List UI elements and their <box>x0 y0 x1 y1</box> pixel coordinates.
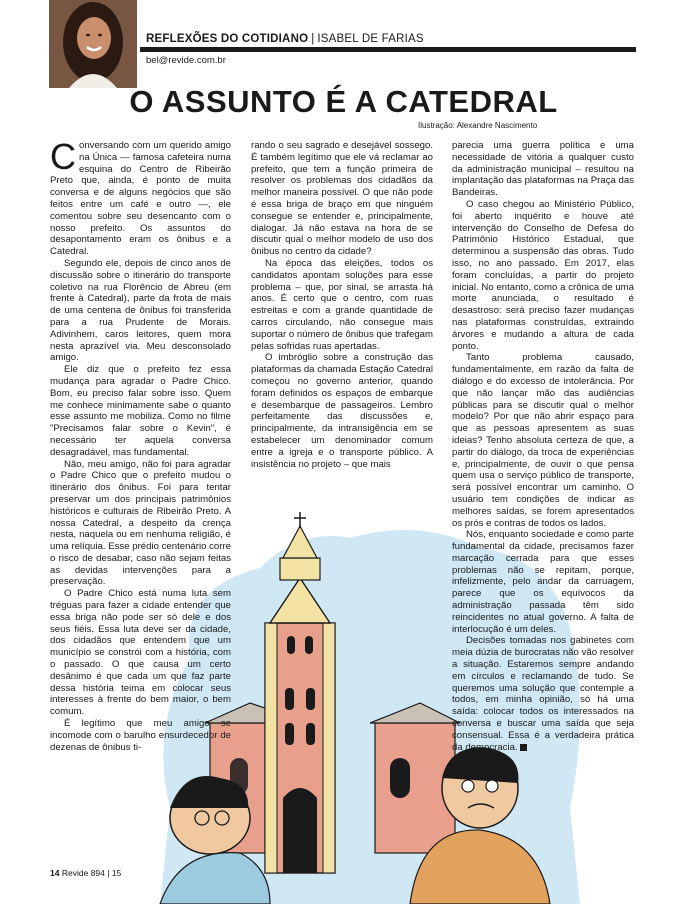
paragraph: onversando com um querido amigo na Única — famosa cafeteira numa esquina do Centro de Ribeirão Preto que, ainda, é ponto de muita conversa e de alguns negócios que são feitos entre um café e outro —, ele comentou sobre seu desencanto com o nosso prefeito. Os assuntos do desapontamento eram os ônibus e a Catedral. <box>50 140 231 258</box>
author-email[interactable]: bel@revide.com.br <box>146 55 226 66</box>
illustration-credit: Ilustração: Alexandre Nascimento <box>418 121 538 130</box>
paragraph: Tanto problema causado, fundamentalmente, em razão da falta de diálogo e do excesso de intolerância. Por que não lançar mão das audiências públicas para se discutir qual o melhor modelo? Por que não abrir espaço para que as pessoas apresentem as suas ideias? Tenho absoluta certeza de que, a partir do diálogo, da troca de experiências e, principalmente, de ouvir o que pensa quem usa o serviço público de transporte, será possível encontrar um caminho. O usuário tem condições de indicar as melhores saídas, se forem apresentados os prós e contras de todos os lados. <box>452 352 634 529</box>
article-column-3 <box>452 140 634 753</box>
paragraph: Nós, enquanto sociedade e como parte fundamental da cidade, precisamos fazer marcação cerrada para que esses problemas não se repitam, porque, infelizmente, pelo andar da carruagem, parece que os equívocos da administração passada têm sido reincidentes no atual governo. A falta de interlocução é um deles. <box>452 529 634 635</box>
author-photo <box>49 0 137 88</box>
paragraph: rando o seu sagrado e desejável sossego. É também legítimo que ele vá reclamar ao prefeito, que tem a função primeira de resolver os problemas dos cidadãos da melhor maneira possível. O que não pode é essa briga de braço em que ninguém consegue se entender e, principalmente, dialogar. Já não estava na hora de se discutir qual o melhor modelo de uso dos ônibus no centro da cidade? <box>251 140 433 258</box>
author-name: ISABEL DE FARIAS <box>317 33 424 45</box>
section-title: REFLEXÕES DO COTIDIANO <box>146 33 309 45</box>
paragraph: O imbróglio sobre a construção das plataformas da chamada Estação Catedral começou no governo anterior, quando foram definidos os espaços de embarque e desembarque de passageiros. Lembro perfeitamente das discussões e, principalmente, da intransigência em se estabelecer um denominador comum entre a igreja e o transporte público. A insistência no projeto – que mais <box>251 352 433 470</box>
paragraph: O Padre Chico está numa luta sem tréguas para fazer a cidade entender que essa briga não pode ser só dele e dos seus fiéis. Essa luta deve ser da cidade, dos cidadãos que entendem que um município se constrói com a história, com o passado. O que causa um certo desânimo é que cada um que faz parte dessa história teima em colocar seus interesses à frente do bem maior, o bem comum. <box>50 588 231 718</box>
paragraph-text: Decisões tomadas nos gabinetes com meia dúzia de burocratas não vão resolver a situação. Estaremos sempre andando em círculos e reclamando de tudo. Se queremos uma solução que contemple a todos, em minha opinião, só há uma saída: colocar todos os interessados na conversa e buscar uma saída que seja consensual. Essa é a verdadeira prática da democracia. <box>452 635 634 753</box>
article-title: O ASSUNTO É A CATEDRAL <box>129 84 558 119</box>
drop-cap: C <box>50 136 76 177</box>
section-header <box>146 33 424 45</box>
paragraph: Na época das eleições, todos os candidatos apontam soluções para esse problema – que, por sinal, se arrasta há anos. É certo que o centro, com ruas estreitas e com a grande quantidade de carros circulando, não consegue mais suportar o número de ônibus que trafegam pelas sofridas ruas apertadas. <box>251 257 433 352</box>
magazine-name: Revide 894 <box>61 868 105 878</box>
paragraph: É legítimo que meu amigo se incomode com o barulho ensurdecedor de dezenas de ônibus ti- <box>50 718 231 753</box>
page-number: 14 <box>50 868 60 878</box>
page-footer <box>50 868 121 878</box>
header-rule <box>140 47 636 52</box>
header-separator: | <box>311 33 315 45</box>
end-of-article-icon <box>520 744 527 751</box>
footer-separator: | <box>107 868 110 878</box>
paragraph: Ele diz que o prefeito fez essa mudança para agradar o Padre Chico. Bom, eu preciso falar sobre isso. Quem me conhece minimamente sabe o quanto esse assunto me mobiliza. Como no filme "Precisamos falar sobre o Kevin", é necessário ter aquela conversa desagradável, mas fundamental. <box>50 364 231 458</box>
issue-number: 15 <box>111 868 122 878</box>
paragraph: O caso chegou ao Ministério Público, foi aberto inquérito e houve até intervenção do Conselho de Defesa do Patrimônio Histórico Estadual, que determinou a suspensão das obras. Tudo isso, no ano passado. Em 2017, elas foram concluídas, a partir do projeto inicial. No entanto, como a crônica de uma morte anunciada, o resultado é desastroso: será preciso fazer mudanças nas plataformas construídas, extraindo árvores e mudando a altura de cada ponto. <box>452 198 634 352</box>
paragraph <box>452 635 634 753</box>
article-column-1 <box>50 136 231 753</box>
paragraph: parecia uma guerra política e uma necessidade de vitória a qualquer custo da administração municipal – resultou na implantação das plataformas na Praça das Bandeiras. <box>452 140 634 199</box>
article-column-2 <box>251 140 433 470</box>
paragraph: Não, meu amigo, não foi para agradar o Padre Chico que o prefeito mudou o itinerário dos ônibus. Foi para tentar preservar um dos principais patrimônios históricos e culturais de Ribeirão Preto. A nossa Catedral, a despeito da crença nesta, naquela ou em nenhuma religião, é uma relíquia. Esse prédio centenário corre o risco de desabar, caso não sejam feitas as devidas intervenções para a preservação. <box>50 458 231 588</box>
paragraph: Segundo ele, depois de cinco anos de discussão sobre o itinerário do transporte coletivo na rua Florêncio de Abreu (em frente à Catedral), parte da frota de mais de uma centena de ônibus foi transferida para a rua Prudente de Morais. Adivinhem, caros leitores, quem mora nesta aprazível via. Meu desconsolado amigo. <box>50 257 231 364</box>
